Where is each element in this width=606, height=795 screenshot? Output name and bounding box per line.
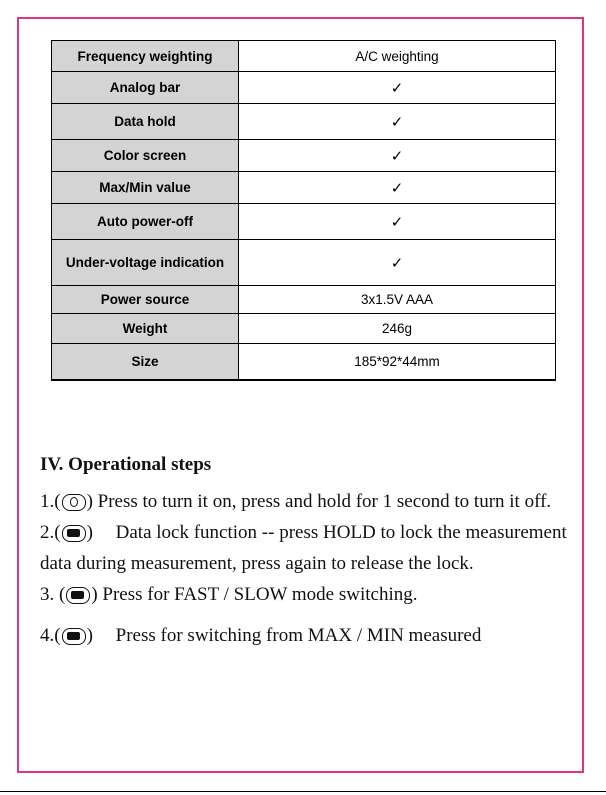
step-number: 4.( [40,625,61,646]
row-label: Analog bar [52,72,239,104]
check-icon: ✓ [239,140,556,172]
operational-steps-section [40,452,575,651]
row-label: Max/Min value [52,172,239,204]
table-row [52,314,556,344]
check-icon: ✓ [239,204,556,240]
bottom-divider [0,791,606,792]
row-value: 246g [239,314,556,344]
row-label: Color screen [52,140,239,172]
step-close: ) [86,625,93,646]
table-row [52,72,556,104]
step-text: Press for FAST / SLOW mode switching. [97,584,418,605]
step-text: Press for switching from MAX / MIN measured [110,625,482,646]
row-label: Power source [52,286,239,314]
row-label: Data hold [52,104,239,140]
row-value: 185*92*44mm [239,344,556,380]
check-icon: ✓ [239,104,556,140]
max-min-button-icon [62,628,86,645]
step-text: Press to turn it on, press and hold for 1 second to turn it off. [92,491,552,512]
step-close: ) [86,522,93,543]
step-number: 2.( [40,522,61,543]
row-label: Frequency weighting [52,41,239,72]
row-label: Under-voltage indication [52,240,239,286]
row-label: Auto power-off [52,204,239,240]
step-text: Data lock function -- press HOLD to lock the measurement data during measurement, press again to release the lock. [40,522,567,574]
power-button-icon [62,494,86,511]
step-close: ) [86,491,93,512]
step-close: ) [91,584,98,605]
table-row [52,104,556,140]
step-3 [40,579,575,610]
step-1 [40,486,575,517]
row-value: A/C weighting [239,41,556,72]
row-value: 3x1.5V AAA [239,286,556,314]
table-row [52,240,556,286]
table-row [52,140,556,172]
step-number: 1.( [40,491,61,512]
table-row [52,344,556,380]
step-4 [40,620,575,651]
row-label: Size [52,344,239,380]
fs-button-icon [66,587,90,604]
section-title: IV. Operational steps [40,454,212,475]
check-icon: ✓ [239,72,556,104]
step-2 [40,517,575,579]
table-row [52,41,556,72]
table-row [52,204,556,240]
spec-table [51,40,556,381]
hold-button-icon [62,525,86,542]
table-row [52,286,556,314]
check-icon: ✓ [239,172,556,204]
check-icon: ✓ [239,240,556,286]
row-label: Weight [52,314,239,344]
table-row [52,172,556,204]
step-number: 3. ( [40,584,66,605]
